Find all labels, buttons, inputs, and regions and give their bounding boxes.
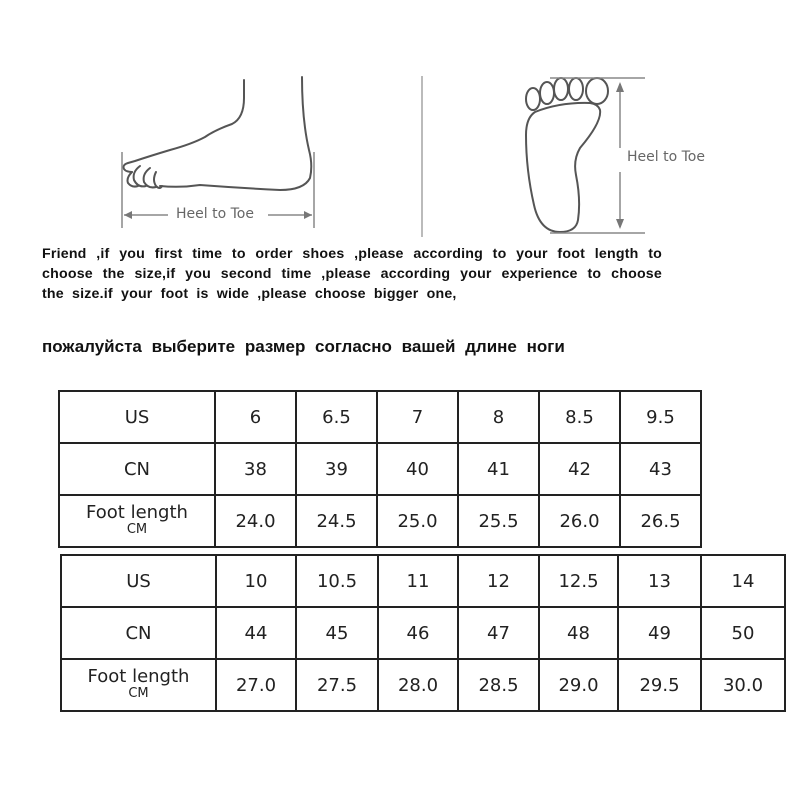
foot-length-label: Foot length bbox=[87, 666, 190, 687]
foot-length-cell: 27.0 bbox=[216, 659, 296, 711]
foot-length-cell: 25.5 bbox=[458, 495, 539, 547]
cn-size-cell: 39 bbox=[296, 443, 377, 495]
table-row-us bbox=[61, 555, 785, 607]
foot-length-unit: CM bbox=[126, 522, 148, 537]
foot-length-cell: 27.5 bbox=[296, 659, 378, 711]
cn-size-cell: 44 bbox=[216, 607, 296, 659]
cn-size-cell: 47 bbox=[458, 607, 539, 659]
us-size-cell: 11 bbox=[378, 555, 458, 607]
cn-size-cell: 49 bbox=[618, 607, 701, 659]
row-label-us: US bbox=[59, 391, 215, 443]
sizing-instructions-russian: пожалуйста выберите размер согласно вашей длине ноги bbox=[42, 337, 565, 356]
sizing-instructions-english: Friend ,if you first time to order shoes ,please according to your foot length to choose the size,if you second time ,please according your experience to choose the size.if your foot is wide ,please choose bigger one, bbox=[42, 246, 662, 302]
foot-length-cell: 25.0 bbox=[377, 495, 458, 547]
cn-size-cell: 42 bbox=[539, 443, 620, 495]
cn-size-cell: 46 bbox=[378, 607, 458, 659]
us-size-cell: 9.5 bbox=[620, 391, 701, 443]
cn-size-cell: 48 bbox=[539, 607, 618, 659]
us-size-cell: 14 bbox=[701, 555, 785, 607]
foot-diagrams-svg bbox=[0, 0, 800, 240]
cn-size-cell: 50 bbox=[701, 607, 785, 659]
foot-length-cell: 28.5 bbox=[458, 659, 539, 711]
cn-size-cell: 40 bbox=[377, 443, 458, 495]
foot-length-cell: 28.0 bbox=[378, 659, 458, 711]
us-size-cell: 8.5 bbox=[539, 391, 620, 443]
us-size-cell: 12 bbox=[458, 555, 539, 607]
sole-view-heel-to-toe-label: Heel to Toe bbox=[627, 149, 705, 165]
foot-sole-view-icon bbox=[526, 78, 608, 232]
row-label-foot-length bbox=[59, 495, 215, 547]
foot-length-unit: CM bbox=[128, 686, 149, 701]
size-chart-table-2 bbox=[60, 554, 786, 712]
row-label-us: US bbox=[61, 555, 216, 607]
cn-size-cell: 45 bbox=[296, 607, 378, 659]
foot-length-cell: 24.0 bbox=[215, 495, 296, 547]
us-size-cell: 10.5 bbox=[296, 555, 378, 607]
us-size-cell: 6 bbox=[215, 391, 296, 443]
foot-length-cell: 26.5 bbox=[620, 495, 701, 547]
us-size-cell: 7 bbox=[377, 391, 458, 443]
us-size-cell: 12.5 bbox=[539, 555, 618, 607]
table-row-us bbox=[59, 391, 701, 443]
foot-measurement-diagram bbox=[0, 0, 800, 240]
foot-length-cell: 24.5 bbox=[296, 495, 377, 547]
us-size-cell: 8 bbox=[458, 391, 539, 443]
table-row-foot-length bbox=[61, 659, 785, 711]
row-label-cn: CN bbox=[61, 607, 216, 659]
foot-side-view-icon bbox=[124, 77, 312, 190]
row-label-cn: CN bbox=[59, 443, 215, 495]
us-size-cell: 13 bbox=[618, 555, 701, 607]
cn-size-cell: 38 bbox=[215, 443, 296, 495]
foot-length-cell: 30.0 bbox=[701, 659, 785, 711]
side-view-heel-to-toe-label: Heel to Toe bbox=[172, 206, 258, 222]
row-label-foot-length bbox=[61, 659, 216, 711]
cn-size-cell: 41 bbox=[458, 443, 539, 495]
size-chart-table-1 bbox=[58, 390, 702, 548]
table-row-foot-length bbox=[59, 495, 701, 547]
us-size-cell: 10 bbox=[216, 555, 296, 607]
table-row-cn bbox=[61, 607, 785, 659]
table-row-cn bbox=[59, 443, 701, 495]
foot-length-cell: 26.0 bbox=[539, 495, 620, 547]
foot-length-cell: 29.5 bbox=[618, 659, 701, 711]
us-size-cell: 6.5 bbox=[296, 391, 377, 443]
foot-length-cell: 29.0 bbox=[539, 659, 618, 711]
foot-length-label: Foot length bbox=[86, 502, 188, 523]
cn-size-cell: 43 bbox=[620, 443, 701, 495]
